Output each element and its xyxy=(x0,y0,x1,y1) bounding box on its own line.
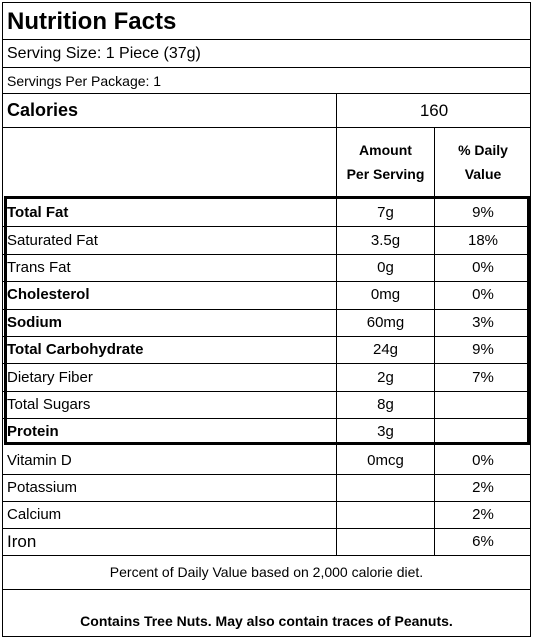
amount-per-serving-header xyxy=(337,128,434,196)
amount-header-line1: Amount xyxy=(359,142,412,158)
label-title: Nutrition Facts xyxy=(7,8,177,35)
nutrient-name: Dietary Fiber xyxy=(7,368,93,386)
servings-per-package: Servings Per Package: 1 xyxy=(7,72,162,89)
nutrient-row xyxy=(3,254,530,281)
nutrient-row xyxy=(3,336,530,363)
nutrient-row xyxy=(3,391,530,418)
calories-value: 160 xyxy=(419,100,449,120)
nutrient-amount: 2g xyxy=(377,368,394,386)
nutrient-daily-value: 18% xyxy=(467,231,499,249)
vitamin-amount xyxy=(337,474,434,501)
daily-value-footnote: Percent of Daily Value based on 2,000 calorie diet. xyxy=(109,564,424,580)
serving-size: Serving Size: 1 Piece (37g) xyxy=(7,44,201,62)
nutrient-row xyxy=(3,363,530,390)
nutrient-name: Cholesterol xyxy=(7,286,90,304)
nutrition-label xyxy=(2,2,531,637)
nutrient-row xyxy=(3,418,530,445)
calories-label: Calories xyxy=(7,100,79,120)
nutrient-name: Trans Fat xyxy=(7,258,71,276)
nutrient-daily-value: 0% xyxy=(472,258,494,276)
nutrient-amount: 3g xyxy=(377,423,394,441)
nutrient-amount: 24g xyxy=(372,341,399,359)
nutrient-daily-value xyxy=(435,418,531,445)
nutrient-daily-value: 9% xyxy=(472,341,494,359)
nutrient-daily-value: 0% xyxy=(472,286,494,304)
nutrient-name: Total Fat xyxy=(7,204,69,222)
nutrient-amount: 60mg xyxy=(366,313,405,331)
vitamin-amount xyxy=(337,501,434,528)
nutrient-daily-value: 3% xyxy=(472,313,494,331)
nutrient-name: Saturated Fat xyxy=(7,231,98,249)
nutrient-name: Protein xyxy=(7,423,59,441)
nutrient-amount: 3.5g xyxy=(370,231,401,249)
vitamin-amount xyxy=(337,528,434,555)
nutrient-amount: 8g xyxy=(377,395,394,413)
nutrient-amount: 0g xyxy=(377,258,394,276)
nutrient-row xyxy=(3,309,530,336)
nutrient-amount: 0mg xyxy=(370,286,401,304)
nutrient-daily-value: 7% xyxy=(472,368,494,386)
vitamin-row xyxy=(3,447,530,474)
vitamin-daily-value: 0% xyxy=(472,452,494,469)
vitamin-daily-value: 6% xyxy=(472,533,494,550)
nutrient-daily-value: 9% xyxy=(472,204,494,222)
nutrient-name: Total Carbohydrate xyxy=(7,341,144,359)
vitamin-daily-value: 2% xyxy=(472,479,494,496)
vitamin-amount: 0mcg xyxy=(367,452,404,469)
nutrient-name: Sodium xyxy=(7,313,62,331)
nutrient-row xyxy=(3,226,530,253)
vitamin-name: Calcium xyxy=(7,506,62,523)
vitamin-row xyxy=(3,501,530,528)
vitamin-row xyxy=(3,474,530,501)
allergen-statement: Contains Tree Nuts. May also contain traces of Peanuts. xyxy=(80,613,453,629)
vitamin-name: Vitamin D xyxy=(7,452,72,469)
nutrient-row xyxy=(3,281,530,308)
vitamin-daily-value: 2% xyxy=(472,506,494,523)
nutrient-amount: 7g xyxy=(377,204,394,222)
dv-header-line2: Value xyxy=(464,166,502,182)
dv-header-line1: % Daily xyxy=(458,142,508,158)
nutrient-name: Total Sugars xyxy=(7,395,91,413)
vitamin-name: Potassium xyxy=(7,479,78,496)
amount-header-line2: Per Serving xyxy=(346,166,425,182)
vitamin-row xyxy=(3,528,530,555)
daily-value-header xyxy=(435,128,531,196)
nutrient-row xyxy=(3,199,530,226)
nutrient-daily-value xyxy=(435,391,531,418)
vitamin-name: Iron xyxy=(7,531,37,551)
